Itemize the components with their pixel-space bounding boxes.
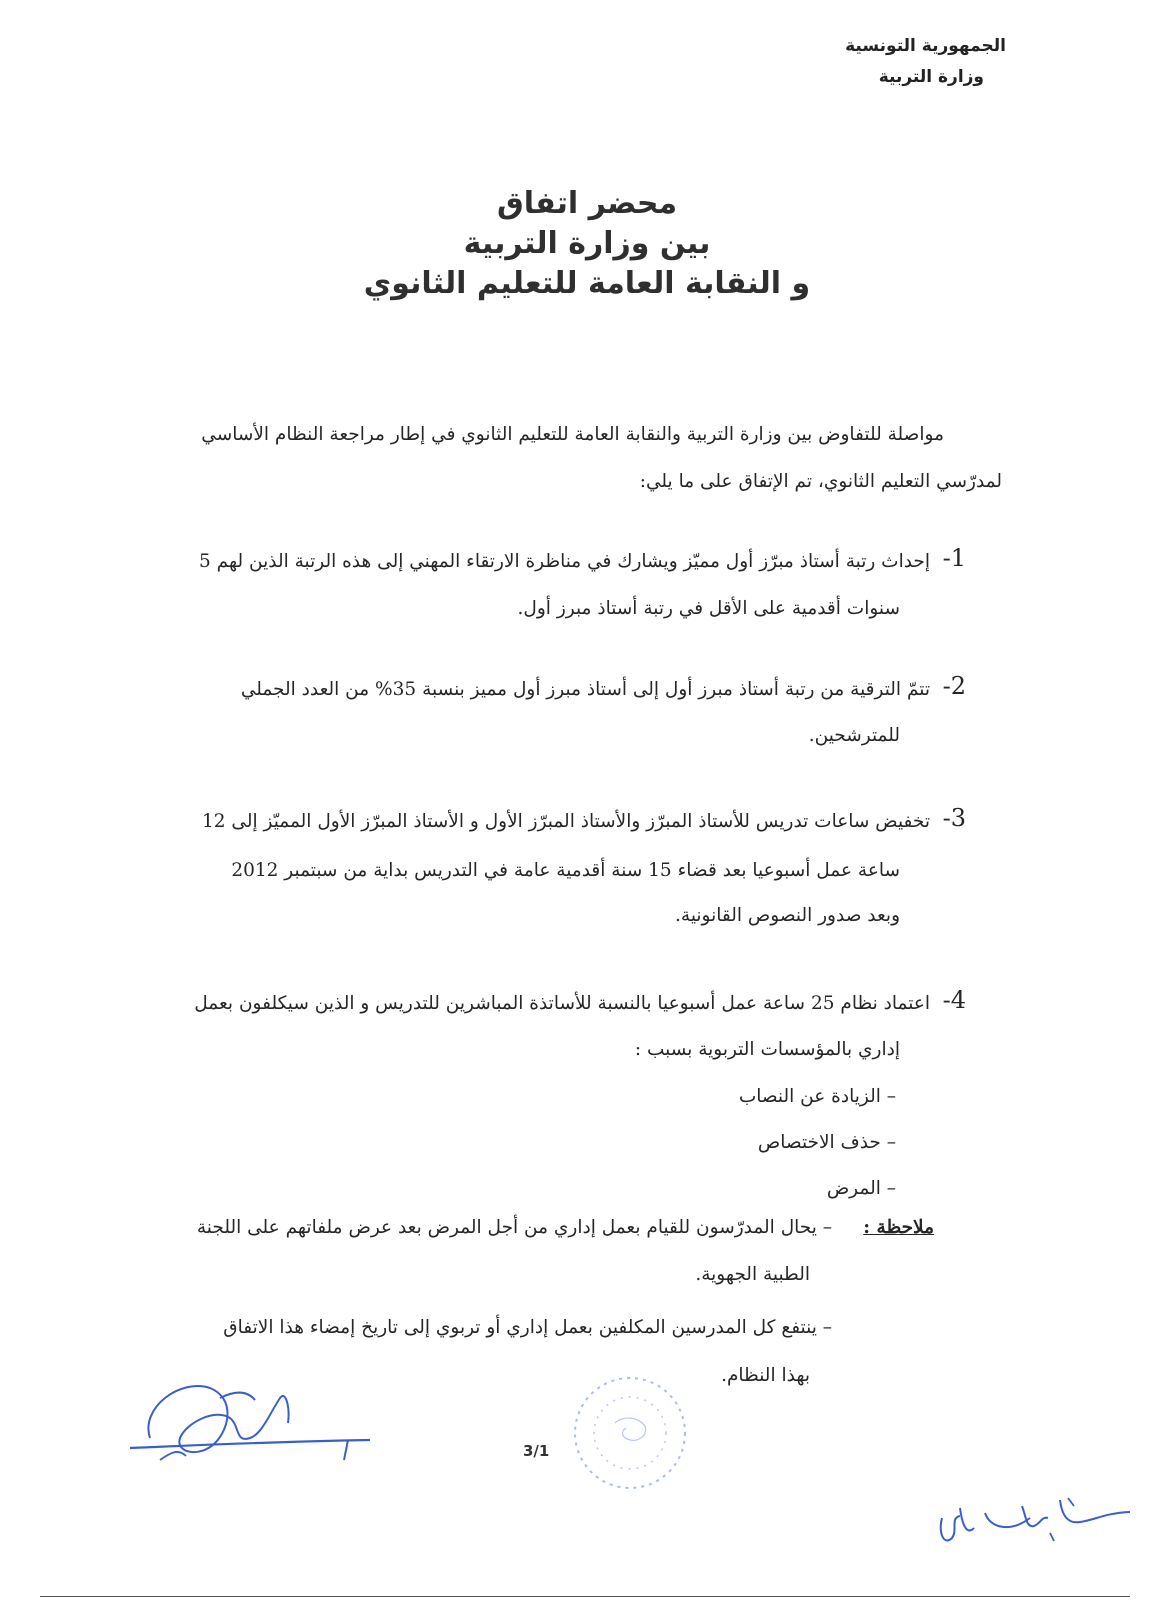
item-1-line1: إحداث رتبة أستاذ مبرّز أول مميّز ويشارك في مناظرة الارتقاء المهني إلى هذه الرتبة الذين لهم 5 xyxy=(198,551,930,572)
page-number: 3/1 xyxy=(523,1442,550,1460)
note-label: ملاحظة : xyxy=(863,1217,934,1238)
header-ministry: وزارة التربية xyxy=(878,67,984,87)
reason-item-1: – الزيادة عن النصاب xyxy=(738,1086,896,1107)
doc-title-line3: و النقابة العامة للتعليم الثانوي xyxy=(363,266,811,301)
item-4-line1: اعتماد نظام 25 ساعة عمل أسبوعيا بالنسبة للأساتذة المباشرين للتدريس و الذين سيكلفون بعمل xyxy=(194,993,930,1014)
item-2-number: 2- xyxy=(942,672,966,700)
note-item-1-line1: – يحال المدرّسون للقيام بعمل إداري من أجل المرض بعد عرض ملفاتهم على اللجنة xyxy=(196,1217,832,1238)
note-item-2-line1: – ينتفع كل المدرسين المكلفين بعمل إداري أو تربوي إلى تاريخ إمضاء هذا الاتفاق xyxy=(223,1317,832,1338)
item-4-line2: إداري بالمؤسسات التربوية بسبب : xyxy=(634,1039,900,1060)
intro-line1: مواصلة للتفاوض بين وزارة التربية والنقابة العامة للتعليم الثانوي في إطار مراجعة النظام الأساسي xyxy=(201,424,944,445)
item-1-number: 1- xyxy=(942,544,966,572)
item-3-number: 3- xyxy=(942,804,966,832)
reason-item-2: – حذف الاختصاص xyxy=(757,1132,896,1153)
doc-title-line2: بين وزارة التربية xyxy=(463,226,711,261)
official-stamp xyxy=(560,1368,700,1498)
item-3-line3: وبعد صدور النصوص القانونية. xyxy=(675,905,900,926)
doc-title-line1: محضر اتفاق xyxy=(496,186,678,221)
signature-left xyxy=(120,1368,380,1478)
intro-line2: لمدرّسي التعليم الثانوي، تم الإتفاق على ما يلي: xyxy=(639,471,1002,492)
item-2-line2: للمترشحين. xyxy=(808,725,900,746)
item-2-line1: تتمّ الترقية من رتبة أستاذ مبرز أول إلى أستاذ مبرز أول مميز بنسبة 35% من العدد الجملي xyxy=(240,679,930,700)
item-1-line2: سنوات أقدمية على الأقل في رتبة أستاذ مبرز أول. xyxy=(517,598,900,619)
reason-item-3: – المرض xyxy=(826,1178,896,1199)
handwritten-name-signature xyxy=(930,1478,1140,1558)
note-item-1-line2: الطبية الجهوية. xyxy=(695,1264,810,1285)
note-item-2-line2: بهذا النظام. xyxy=(721,1365,810,1386)
item-4-number: 4- xyxy=(942,986,966,1014)
item-3-line1: تخفيض ساعات تدريس للأستاذ المبرّز والأستاذ المبرّز الأول و الأستاذ المبرّز الأول المميّز إلى 12 xyxy=(201,811,930,832)
item-3-line2: ساعة عمل أسبوعيا بعد قضاء 15 سنة أقدمية عامة في التدريس بداية من سبتمبر 2012 xyxy=(231,860,900,881)
page-bottom-rule xyxy=(40,1596,1130,1597)
header-country: الجمهورية التونسية xyxy=(845,36,1006,56)
